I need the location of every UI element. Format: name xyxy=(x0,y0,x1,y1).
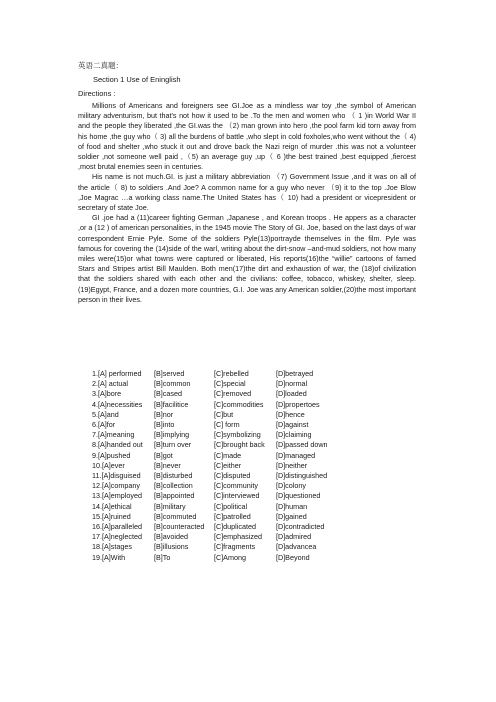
question-7-options xyxy=(92,430,346,440)
question-7-option-a: 7.[A]meaning xyxy=(92,430,135,440)
question-16-option-b: [B]counteracted xyxy=(154,522,205,532)
question-3-options xyxy=(92,389,346,399)
answer-options-list xyxy=(92,369,346,563)
question-15-option-b: [B]commuted xyxy=(154,511,197,521)
question-1-option-c: [C]rebelled xyxy=(214,369,249,378)
question-11-option-b: [B]disturbed xyxy=(154,471,193,481)
question-5-option-b: [B]nor xyxy=(154,409,174,419)
question-15-options xyxy=(92,512,346,522)
question-2-option-d: [D]normal xyxy=(276,379,308,389)
question-2-option-a: 2.[A] actual xyxy=(92,379,128,389)
question-9-option-b: [B]got xyxy=(154,450,173,460)
question-12-option-b: [B]collection xyxy=(154,481,193,491)
question-7-option-c: [C]symbolizing xyxy=(214,430,261,440)
question-19-option-a: 19.[A]With xyxy=(92,552,126,562)
question-9-option-c: [C]made xyxy=(214,450,242,460)
question-16-option-d: [D]contradicted xyxy=(276,522,325,532)
question-11-option-a: 11.[A]disguised xyxy=(92,471,141,481)
question-3-option-c: [C]removed xyxy=(214,389,252,399)
question-2-options xyxy=(92,379,346,389)
question-2-option-c: [C]special xyxy=(214,379,246,389)
question-13-option-b: [B]appointed xyxy=(154,491,195,501)
passage-paragraph-3: GI .joe had a (11)career fighting German ,Japanese , and Korean troops . He appers as a character ,or a (12 ) of american personalities, in the 1945 movie The Story of GI. Joe, based on the last days of war correspondent Ernie Pyle. Some of the soldiers Pyle(13)portrayde themselves in the film. Pyle was famous for covering the (14)side of the warl, writing about the dirt-snow –and-mud soldiers, not how many miles were(15)or what towns were captured or liberated, His reports(16)the “willie” cartoons of famed Stars and Stripes artist Bill Maulden. Both men(17)the dirt and exhaustion of war, the (18)of civilization that the soldiers shared with each other and the civilians: coffee, tobacco, whiskey, shelter, sleep. (19)Egypt, France, and a dozen more countries, G.I. Joe was any American soldier,(20)the most important person in their lives. xyxy=(78,213,416,304)
question-8-option-d: [D]passed down xyxy=(276,440,328,450)
question-14-option-d: [D]human xyxy=(276,501,308,511)
question-18-option-a: 18.[A]stages xyxy=(92,542,132,552)
question-17-option-a: 17.[A]neglected xyxy=(92,532,142,542)
question-6-option-c: [C] form xyxy=(214,420,240,430)
question-8-option-b: [B]turn over xyxy=(154,440,192,450)
question-4-option-c: [C]commodities xyxy=(214,399,264,409)
question-15-option-a: 15.[A]ruined xyxy=(92,511,131,521)
question-14-options xyxy=(92,502,346,512)
question-18-option-b: [B]illusions xyxy=(154,542,189,552)
question-15-option-d: [D]gained xyxy=(276,511,307,521)
question-2-option-b: [B]common xyxy=(154,379,191,389)
passage xyxy=(78,101,416,305)
question-5-option-c: [C]but xyxy=(214,409,234,419)
question-7-option-b: [B]implying xyxy=(154,430,190,440)
question-4-option-d: [D]propertoes xyxy=(276,399,320,409)
question-16-option-c: [C]duplicated xyxy=(214,522,256,532)
question-14-option-a: 14.[A]ethical xyxy=(92,501,132,511)
question-19-option-d: [D]Beyond xyxy=(276,552,310,562)
question-15-option-c: [C]patrolled xyxy=(214,511,251,521)
document-title: 英语二真题： xyxy=(78,61,123,70)
question-3-option-b: [B]cased xyxy=(154,389,182,399)
question-9-option-a: 9.[A]pushed xyxy=(92,450,131,460)
question-10-option-c: [C]either xyxy=(214,460,242,470)
question-10-option-a: 10.[A]ever xyxy=(92,460,125,470)
question-11-options xyxy=(92,471,346,481)
question-13-option-c: [C]interviewed xyxy=(214,491,260,501)
question-6-option-d: [D]against xyxy=(276,420,309,430)
question-10-option-b: [B]never xyxy=(154,460,181,470)
question-12-option-c: [C]community xyxy=(214,481,258,491)
question-13-options xyxy=(92,491,346,501)
question-19-option-c: [C]Among xyxy=(214,552,246,562)
question-19-option-b: [B]To xyxy=(154,552,171,562)
passage-paragraph-2: His name is not much.GI. is just a military abbreviation （7) Government Issue ,and it was on all of the article（ 8) to soldiers .And Joe? A common name for a guy who never （9) it to the top .Joe Blow ,Joe Magrac …a working class name.The United States has（ 10) had a president or vicepresident or secretary of state Joe. xyxy=(78,172,416,213)
question-5-options xyxy=(92,410,346,420)
question-14-option-b: [B]military xyxy=(154,501,186,511)
question-12-option-d: [D]colony xyxy=(276,481,306,491)
question-6-option-b: [B]into xyxy=(154,420,175,430)
question-16-option-a: 16.[A]paralleled xyxy=(92,522,142,532)
question-19-options xyxy=(92,553,346,563)
question-11-option-c: [C]disputed xyxy=(214,471,251,481)
question-17-options xyxy=(92,532,346,542)
question-1-option-d: [D]betrayed xyxy=(276,369,314,378)
question-4-option-b: [B]facilitice xyxy=(154,399,189,409)
question-9-option-d: [D]managed xyxy=(276,450,316,460)
question-5-option-d: [D]hence xyxy=(276,409,305,419)
section-heading: Section 1 Use of Eninglish xyxy=(93,75,181,84)
question-7-option-d: [D]claiming xyxy=(276,430,312,440)
question-18-option-d: [D]advancea xyxy=(276,542,317,552)
question-12-option-a: 12.[A]company xyxy=(92,481,140,491)
question-18-option-c: [C]fragments xyxy=(214,542,256,552)
question-1-option-a: 1.[A] performed xyxy=(92,369,142,378)
question-13-option-a: 13.[A]employed xyxy=(92,491,142,501)
question-12-options xyxy=(92,481,346,491)
question-1-options xyxy=(92,369,346,379)
question-10-options xyxy=(92,461,346,471)
question-14-option-c: [C]political xyxy=(214,501,248,511)
passage-paragraph-1: Millions of Americans and foreigners see GI.Joe as a mindless war toy ,the symbol of American military adventurism, but that's not how it used to be .To the men and women who （ 1 )in World War II and the people they liberated ,the GI.was the （2) man grown into hero ,the pool farm kid torn away from his home ,the guy who（ 3) all the burdens of battle ,who slept in cold foxholes,who went without the（ 4) of food and shelter ,who stuck it out and drove back the Nazi reign of murder .this was not a volunteer soldier ,not someone well paid ,（5) an average guy ,up（ 6 )the best trained ,best equipped ,fiercest ,most brutal enemies seen in centuries. xyxy=(78,101,416,172)
directions-label: Directions : xyxy=(78,89,116,98)
question-17-option-c: [C]emphasized xyxy=(214,532,262,542)
question-8-options xyxy=(92,440,346,450)
question-17-option-d: [D]admired xyxy=(276,532,312,542)
question-18-options xyxy=(92,542,346,552)
question-8-option-c: [C]brought back xyxy=(214,440,265,450)
question-9-options xyxy=(92,451,346,461)
question-11-option-d: [D]distinguished xyxy=(276,471,328,481)
question-6-option-a: 6.[A]for xyxy=(92,420,116,430)
question-13-option-d: [D]questioned xyxy=(276,491,321,501)
question-10-option-d: [D]neither xyxy=(276,460,308,470)
question-8-option-a: 8.[A]handed out xyxy=(92,440,143,450)
question-3-option-a: 3.[A]bore xyxy=(92,389,122,399)
question-6-options xyxy=(92,420,346,430)
question-16-options xyxy=(92,522,346,532)
question-3-option-d: [D]loaded xyxy=(276,389,307,399)
question-17-option-b: [B]avoided xyxy=(154,532,188,542)
question-1-option-b: [B]served xyxy=(154,369,185,378)
question-4-options xyxy=(92,400,346,410)
question-5-option-a: 5.[A]and xyxy=(92,409,119,419)
question-4-option-a: 4.[A]necessities xyxy=(92,399,143,409)
